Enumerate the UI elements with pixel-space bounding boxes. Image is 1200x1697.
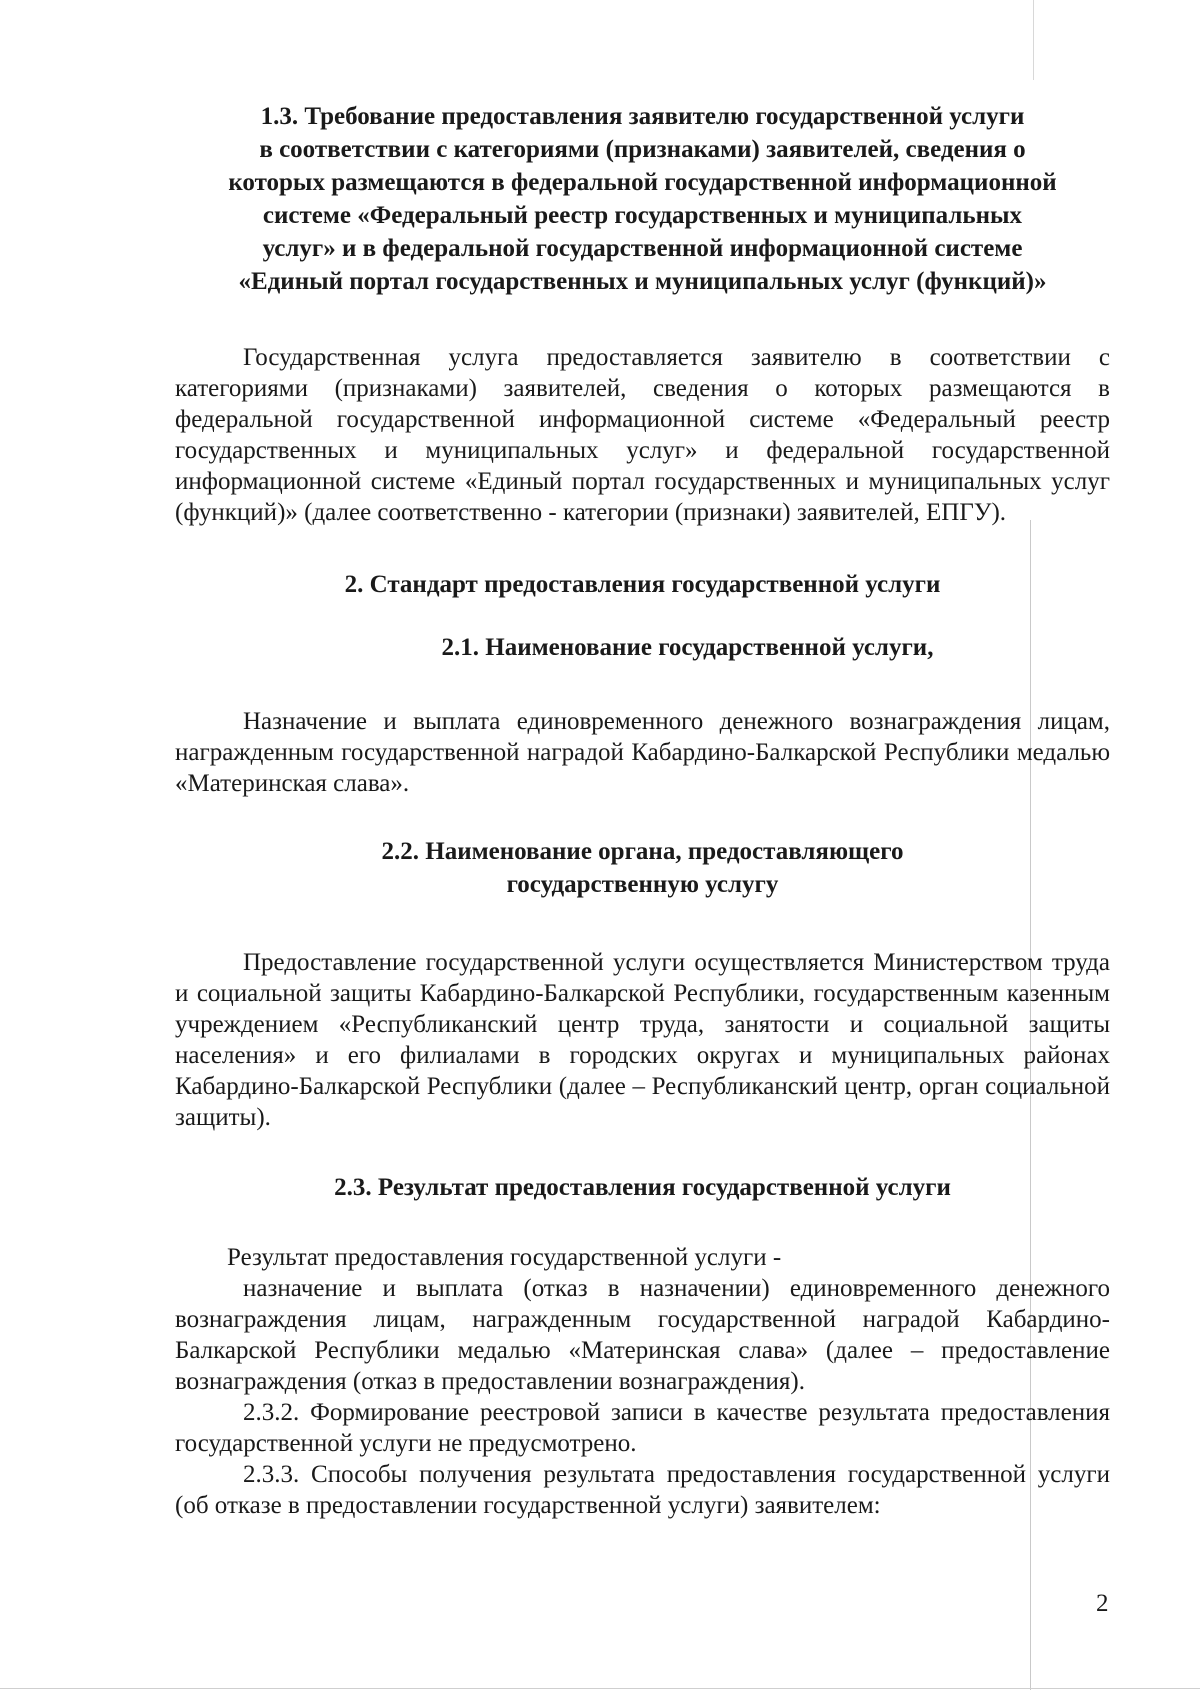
heading-line: 1.3. Требование предоставления заявителю государственной услуги (260, 103, 1025, 130)
section-2-2-paragraph: Предоставление государственной услуги осуществляется Министерством труда и социальной защиты Кабардино-Балкарской Республики, государственным казенным учреждением «Республиканский центр труда, занятости и социальной защиты населения» и его филиалами в городских округах и муниципальных районах Кабардино-Балкарской Республики (далее – Республиканский центр, орган социальной защиты). (175, 949, 1110, 1131)
heading-line: которых размещаются в федеральной государственной информационной (228, 169, 1057, 196)
section-2-2-heading (175, 835, 1110, 901)
section-2-1-heading (175, 631, 1110, 664)
heading-line: системе «Федеральный реестр государственных и муниципальных (262, 202, 1023, 229)
section-2-1-paragraph: Назначение и выплата единовременного денежного вознаграждения лицам, награжденным государственной наградой Кабардино-Балкарской Республики медалью «Материнская слава». (175, 708, 1110, 797)
section-1-3-paragraph: Государственная услуга предоставляется заявителю в соответствии с категориями (признаками) заявителей, сведения о которых размещаются в федеральной государственной информационной системе «Федеральный реестр государственных и муниципальных услуг» и федеральной государственной информационной системе «Единый портал государственных и муниципальных услуг (функций)» (далее соответственно - категории (признаки) заявителей, ЕПГУ). (175, 344, 1110, 526)
section-1-3-heading (175, 100, 1110, 298)
heading-line: 2. Стандарт предоставления государственной услуги (344, 571, 941, 598)
scan-bottom-edge (0, 1688, 1200, 1689)
section-2-heading (175, 568, 1110, 601)
page-number: 2 (1096, 1590, 1109, 1617)
document-content (175, 100, 1110, 1521)
scan-fold-line-top (1033, 0, 1034, 80)
heading-line: в соответствии с категориями (признаками) заявителей, сведения о (259, 136, 1026, 163)
heading-line: 2.2. Наименование органа, предоставляющего (381, 838, 904, 865)
heading-line: 2.3. Результат предоставления государственной услуги (334, 1174, 951, 1201)
heading-line: «Единый портал государственных и муниципальных услуг (функций)» (238, 268, 1047, 295)
heading-line: государственную услугу (506, 871, 779, 898)
section-2-3-heading (175, 1171, 1110, 1204)
section-2-3-3-paragraph: 2.3.3. Способы получения результата предоставления государственной услуги (об отказе в предоставлении государственной услуги) заявителем: (175, 1461, 1110, 1519)
section-2-3-result-lead: Результат предоставления государственной услуги - (227, 1244, 782, 1271)
section-2-3-2-paragraph: 2.3.2. Формирование реестровой записи в качестве результата предоставления государственной услуги не предусмотрено. (175, 1399, 1110, 1457)
heading-line: 2.1. Наименование государственной услуги, (441, 634, 934, 661)
section-2-3-result-text: назначение и выплата (отказ в назначении) единовременного денежного вознаграждения лицам, награжденным государственной наградой Кабардино-Балкарской Республики медалью «Материнская слава» (далее – предоставление вознаграждения (отказ в предоставлении вознаграждения). (175, 1275, 1110, 1395)
heading-line: услуг» и в федеральной государственной информационной системе (262, 235, 1023, 262)
